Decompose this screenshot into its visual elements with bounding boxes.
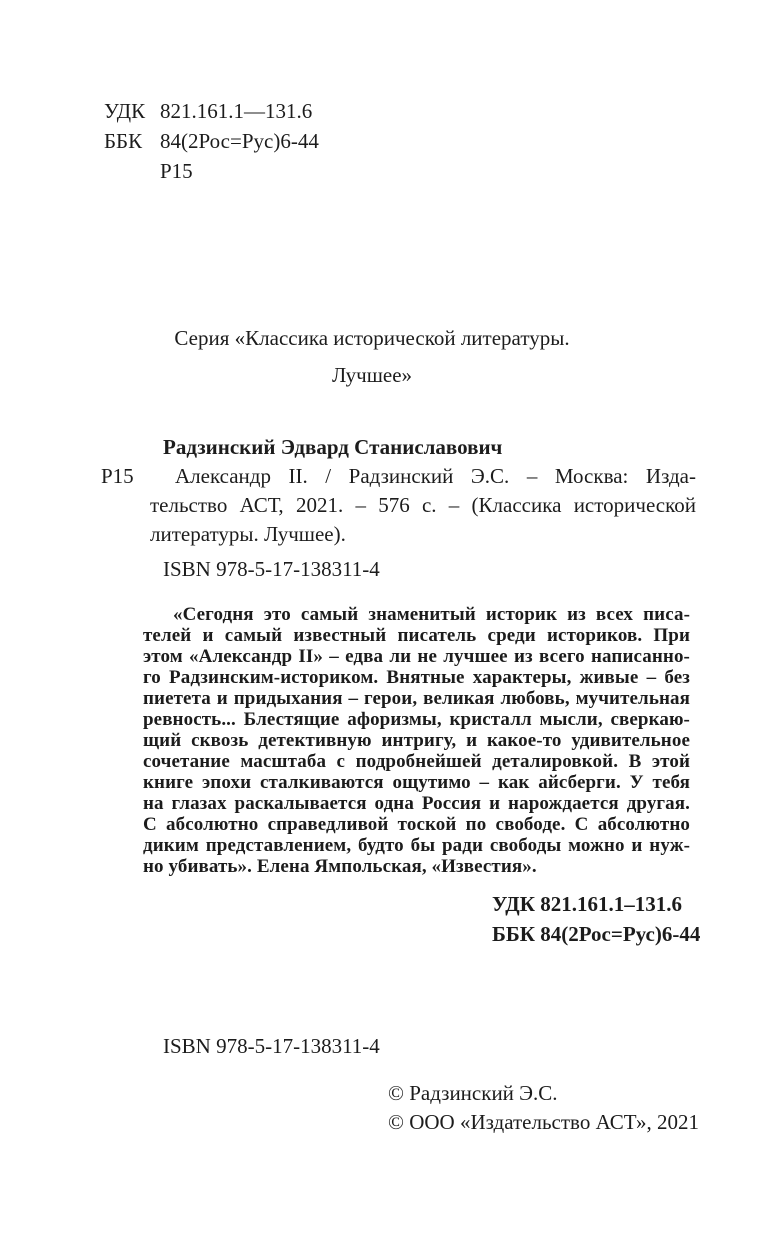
bibliographic-record <box>101 433 696 549</box>
copyright-publisher: © ООО «Издательство АСТ», 2021 <box>388 1109 699 1134</box>
bbk-row <box>104 126 319 156</box>
bibliographic-description-lines: Александр II. / Радзинский Э.С. – Москва: Изда- тельство АСТ, 2021. – 576 с. – (Классика исторической литературы. Лучшее). <box>150 464 696 546</box>
udk-bold: УДК 821.161.1–131.6 <box>492 892 682 916</box>
series-line-2: Лучшее» <box>331 363 413 387</box>
annotation-quote: «Сегодня это самый знаменитый историк из всех писа- телей и самый известный писатель среди историков. При этом «Александр II» – едва ли не лучшее из всего написанно- го Радзинским-историком. Внятные характеры, живые – без пиетета и придыхания – герои, великая любовь, мучительная ревность... Блестящие афоризмы, кристалл мысли, сверкаю- щий сквозь детективную интригу, и какое-то удивительное сочетание масштаба с подробнейшей деталировкой. В этой книге эпохи сталкиваются ощутимо – как айсберги. У тебя на глазах раскалывается одна Россия и нарождается другая. С абсолютно справедливой тоской по свободе. С абсолютно диким представлением, будто бы ради свободы можно и нуж- но убивать». Елена Ямпольская, «Известия». <box>143 604 690 877</box>
author-code: Р15 <box>160 159 193 183</box>
bibliographic-description <box>101 462 696 549</box>
bbk-value: 84(2Рос=Рус)6-44 <box>160 129 319 153</box>
copyright-block <box>388 1079 699 1136</box>
author-code-row <box>104 156 319 186</box>
series-title <box>0 320 744 394</box>
udk-row <box>104 96 319 126</box>
bbk-label: ББК <box>104 129 143 153</box>
udk-value: 821.161.1—131.6 <box>160 99 313 123</box>
series-line-1: Серия «Классика исторической литературы. <box>174 326 570 350</box>
author-name: Радзинский Эдвард Станиславович <box>163 435 503 459</box>
margin-author-code: Р15 <box>101 464 134 488</box>
bbk-bold: ББК 84(2Рос=Рус)6-44 <box>492 922 701 946</box>
classification-codes-top <box>104 96 319 186</box>
udk-label: УДК <box>104 99 146 123</box>
isbn-number: ISBN 978-5-17-138311-4 <box>163 557 380 581</box>
isbn-number-bottom: ISBN 978-5-17-138311-4 <box>163 1034 380 1058</box>
classification-codes-bottom <box>492 889 700 949</box>
copyright-author: © Радзинский Э.С. <box>388 1081 558 1105</box>
